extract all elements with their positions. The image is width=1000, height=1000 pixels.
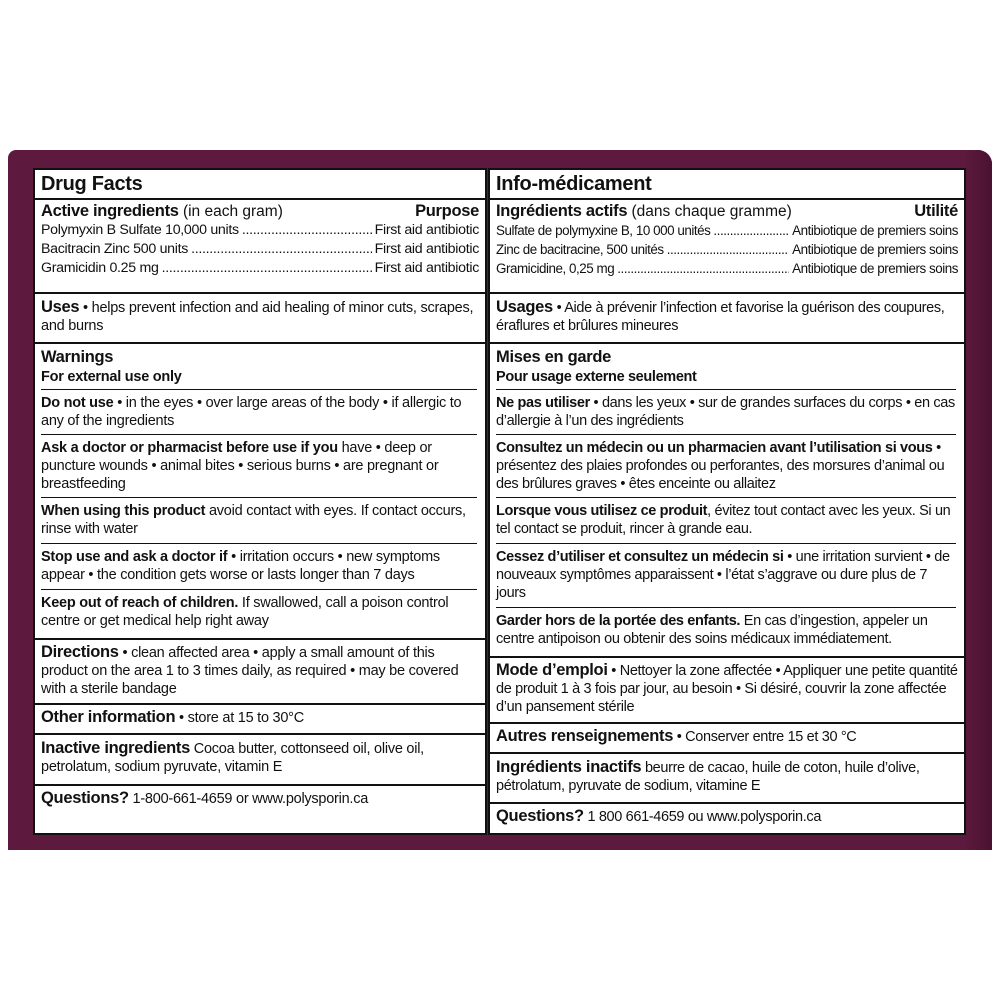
stop-use-text: • irritation occurs • new symptoms appear • the condition gets worse or lasts longer than 7 days bbox=[41, 549, 440, 583]
other-info-heading: Autres renseignements bbox=[496, 727, 674, 745]
active-ingredients-section bbox=[35, 200, 485, 278]
warnings-heading: Mises en garde bbox=[496, 348, 612, 366]
panel-title: Drug Facts bbox=[35, 170, 485, 200]
do-not-use-text: • dans les yeux • sur de grandes surfaces du corps • en cas d’allergie à l’un des ingrédients bbox=[496, 395, 955, 429]
do-not-use-block bbox=[490, 394, 964, 430]
ingredient-row bbox=[490, 240, 964, 259]
uses-heading: Uses bbox=[41, 298, 80, 316]
directions-section bbox=[35, 638, 485, 698]
ingredient-row bbox=[490, 221, 964, 240]
stop-use-lead: Stop use and ask a doctor if bbox=[41, 549, 228, 565]
do-not-use-lead: Do not use bbox=[41, 395, 114, 411]
keep-out-block bbox=[490, 612, 964, 648]
active-heading-suffix: (dans chaque gramme) bbox=[627, 203, 792, 220]
stop-use-block bbox=[35, 548, 485, 584]
uses-text: • helps prevent infection and aid healing of minor cuts, scrapes, and burns bbox=[41, 300, 474, 334]
other-info-text: • Conserver entre 15 et 30 °C bbox=[673, 729, 857, 745]
questions-text: 1-800-661-4659 or www.polysporin.ca bbox=[128, 791, 369, 807]
inactive-ingredients-section bbox=[490, 752, 964, 795]
questions-text: 1 800 661-4659 ou www.polysporin.ca bbox=[583, 809, 822, 825]
ingredient-purpose: Antibiotique de premiers soins bbox=[792, 242, 958, 257]
questions-heading: Questions? bbox=[41, 789, 129, 807]
ingredient-row bbox=[35, 221, 485, 240]
ingredient-label: Zinc de bacitracine, 500 unités bbox=[496, 242, 664, 257]
inactive-text: beurre de cacao, huile de coton, huile d’olive, pétrolatum, pyruvate de sodium, vitamine E bbox=[496, 760, 920, 794]
do-not-use-block bbox=[35, 394, 485, 430]
active-ingredients-section bbox=[490, 200, 964, 278]
when-using-text: avoid contact with eyes. If contact occurs, rinse with water bbox=[41, 503, 466, 537]
questions-heading: Questions? bbox=[496, 807, 584, 825]
ask-doctor-text: • présentez des plaies profondes ou perforantes, des morsures d’animal ou des brûlures graves • êtes enceinte ou allaitez bbox=[496, 440, 945, 492]
active-heading: Ingrédients actifs bbox=[496, 202, 628, 220]
ingredient-row bbox=[35, 259, 485, 278]
do-not-use-text: • in the eyes • over large areas of the body • if allergic to any of the ingredients bbox=[41, 395, 462, 429]
keep-out-block bbox=[35, 594, 485, 630]
panel-title: Info-médicament bbox=[490, 170, 964, 200]
other-info-heading: Other information bbox=[41, 708, 176, 726]
ingredient-label: Sulfate de polymyxine B, 10 000 unités bbox=[496, 223, 711, 238]
do-not-use-lead: Ne pas utiliser bbox=[496, 395, 590, 411]
keep-out-text: If swallowed, call a poison control centre or get medical help right away bbox=[41, 595, 449, 629]
drug-facts-panel bbox=[33, 168, 487, 835]
inactive-heading: Inactive ingredients bbox=[41, 739, 190, 757]
package-shade bbox=[962, 150, 992, 850]
external-use-note: For external use only bbox=[41, 369, 182, 385]
other-info-text: • store at 15 to 30°C bbox=[175, 710, 304, 726]
warnings-section bbox=[35, 342, 485, 386]
active-heading-suffix: (in each gram) bbox=[178, 203, 283, 220]
directions-heading: Directions bbox=[41, 643, 119, 661]
when-using-lead: When using this product bbox=[41, 503, 206, 519]
keep-out-lead: Keep out of reach of children. bbox=[41, 595, 239, 611]
questions-section bbox=[490, 802, 964, 826]
uses-section bbox=[490, 292, 964, 335]
stop-use-lead: Cessez d’utiliser et consultez un médecin si bbox=[496, 549, 784, 565]
other-info-section bbox=[35, 703, 485, 727]
ask-doctor-lead: Ask a doctor or pharmacist before use if you bbox=[41, 440, 338, 456]
directions-text: • Nettoyer la zone affectée • Appliquer une petite quantité de produit 1 à 3 fois par jour, au besoin • Si désiré, couvrir la zone affectée d’un pansement stérile bbox=[496, 663, 958, 715]
ingredient-label: Polymyxin B Sulfate 10,000 units bbox=[41, 222, 239, 238]
uses-section bbox=[35, 292, 485, 335]
purpose-heading: Purpose bbox=[415, 202, 479, 220]
warnings-heading: Warnings bbox=[41, 348, 114, 366]
directions-text: • clean affected area • apply a small amount of this product on the area 1 to 3 times daily, as required • may be covered with a sterile bandage bbox=[41, 645, 459, 697]
ask-doctor-text: have • deep or puncture wounds • animal bites • serious burns • are pregnant or breastfeeding bbox=[41, 440, 439, 492]
ingredient-purpose: First aid antibiotic bbox=[374, 222, 479, 238]
external-use-note: Pour usage externe seulement bbox=[496, 369, 697, 385]
stop-use-text: • une irritation survient • de nouveaux symptômes apparaissent • l’état s’aggrave ou dure plus de 7 jours bbox=[496, 549, 950, 601]
inactive-heading: Ingrédients inactifs bbox=[496, 758, 642, 776]
when-using-text: , évitez tout contact avec les yeux. Si un tel contact se produit, rincer à grande eau. bbox=[496, 503, 951, 537]
ask-doctor-lead: Consultez un médecin ou un pharmacien avant l’utilisation si vous bbox=[496, 440, 933, 456]
directions-section bbox=[490, 656, 964, 716]
inactive-text: Cocoa butter, cottonseed oil, olive oil, petrolatum, sodium pyruvate, vitamin E bbox=[41, 741, 424, 775]
when-using-block bbox=[490, 502, 964, 538]
ingredient-row bbox=[35, 240, 485, 259]
ask-doctor-block bbox=[35, 439, 485, 493]
when-using-lead: Lorsque vous utilisez ce produit bbox=[496, 503, 708, 519]
info-medicament-panel bbox=[488, 168, 966, 835]
ingredient-label: Bacitracin Zinc 500 units bbox=[41, 241, 189, 257]
keep-out-lead: Garder hors de la portée des enfants. bbox=[496, 613, 741, 629]
ingredient-label: Gramicidin 0.25 mg bbox=[41, 260, 159, 276]
uses-heading: Usages bbox=[496, 298, 553, 316]
ingredient-row bbox=[490, 259, 964, 278]
when-using-block bbox=[35, 502, 485, 538]
stop-use-block bbox=[490, 548, 964, 602]
ingredient-purpose: First aid antibiotic bbox=[374, 260, 479, 276]
active-heading: Active ingredients bbox=[41, 202, 179, 220]
keep-out-text: En cas d’ingestion, appeler un centre antipoison ou obtenir des soins médicaux immédiatement. bbox=[496, 613, 928, 647]
directions-heading: Mode d’emploi bbox=[496, 661, 608, 679]
uses-text: • Aide à prévenir l’infection et favorise la guérison des coupures, éraflures et brûlures mineures bbox=[496, 300, 945, 334]
inactive-ingredients-section bbox=[35, 733, 485, 776]
ask-doctor-block bbox=[490, 439, 964, 493]
ingredient-purpose: Antibiotique de premiers soins bbox=[792, 223, 958, 238]
questions-section bbox=[35, 784, 485, 808]
ingredient-purpose: Antibiotique de premiers soins bbox=[792, 261, 958, 276]
ingredient-purpose: First aid antibiotic bbox=[374, 241, 479, 257]
ingredient-label: Gramicidine, 0,25 mg bbox=[496, 261, 615, 276]
warnings-section bbox=[490, 342, 964, 386]
purpose-heading: Utilité bbox=[914, 202, 958, 220]
other-info-section bbox=[490, 722, 964, 746]
